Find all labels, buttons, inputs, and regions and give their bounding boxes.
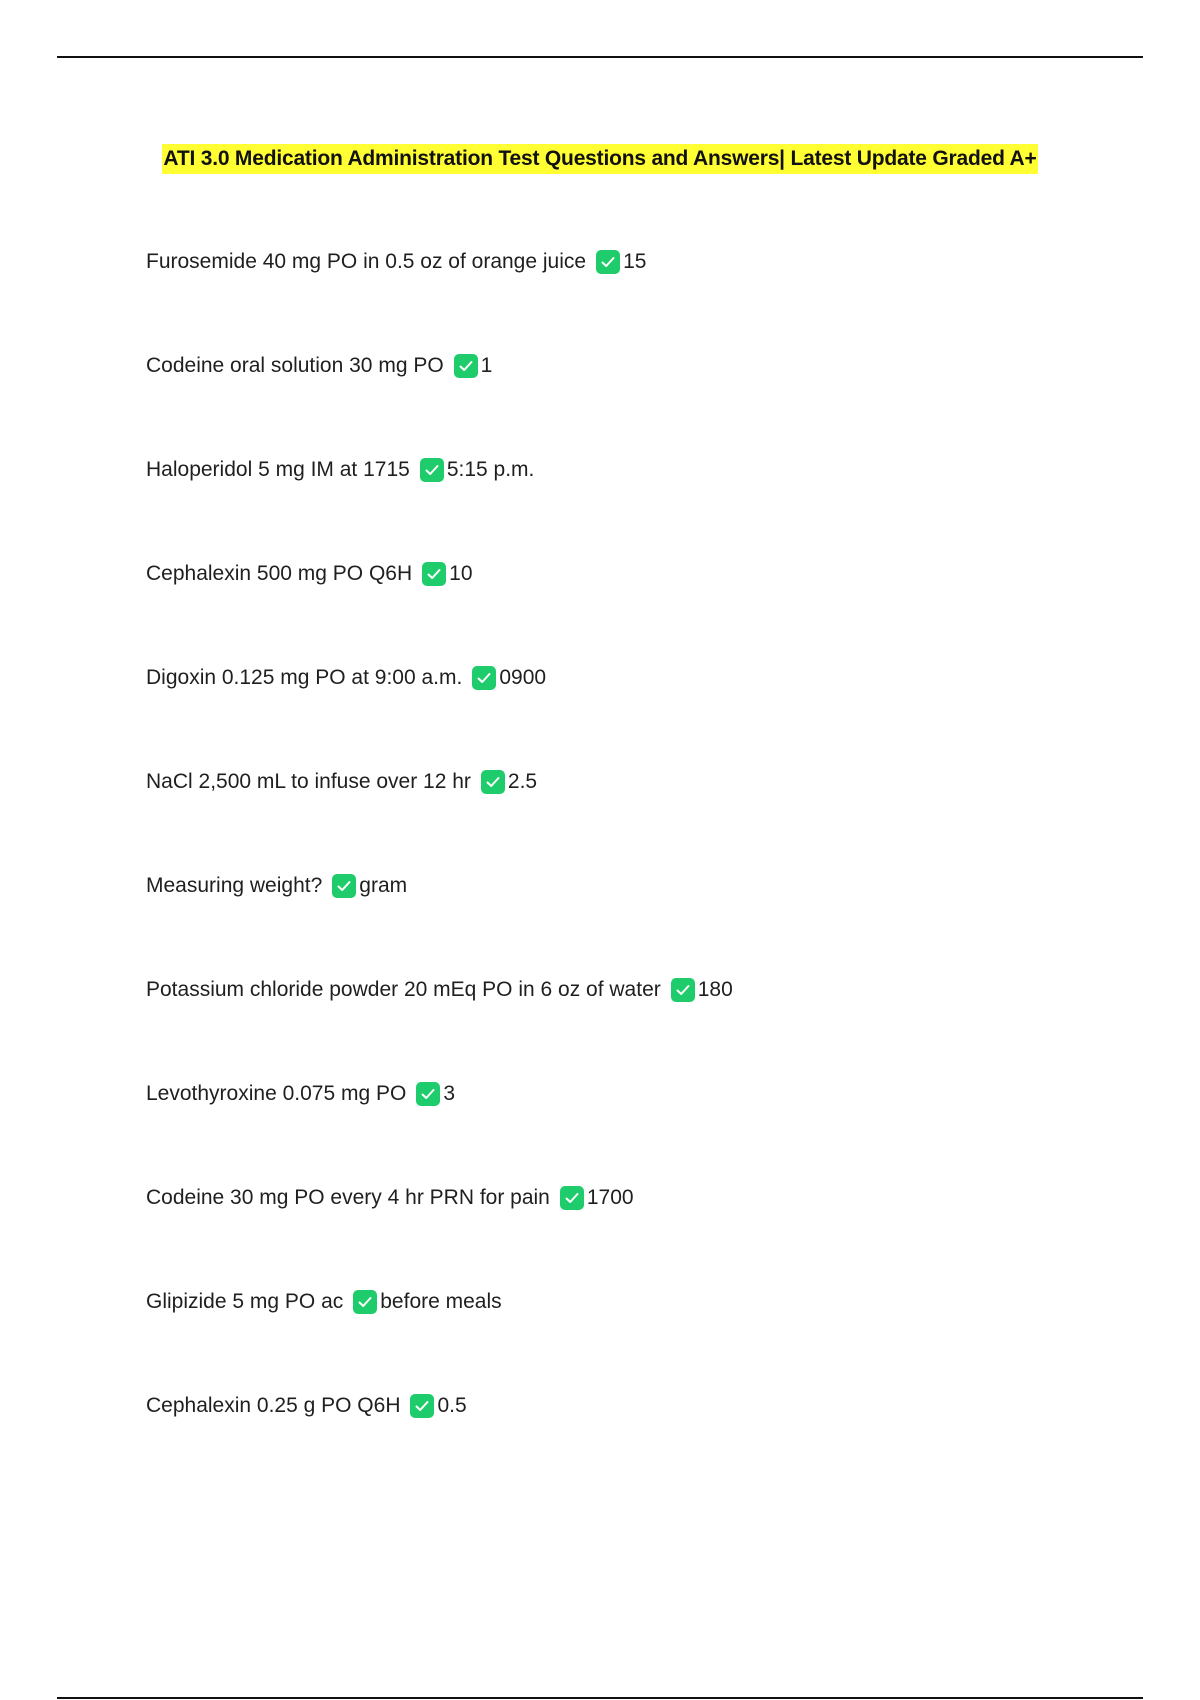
check-mark-icon [420, 458, 444, 482]
answer-text: before meals [380, 1290, 502, 1313]
qa-item [146, 1390, 1146, 1494]
question-text: Codeine 30 mg PO every 4 hr PRN for pain [146, 1186, 550, 1209]
question-text: Digoxin 0.125 mg PO at 9:00 a.m. [146, 666, 463, 689]
check-mark-icon [416, 1082, 440, 1106]
bottom-divider [57, 1697, 1143, 1699]
qa-item [146, 1286, 1146, 1390]
qa-item [146, 454, 1146, 558]
answer-text: 180 [697, 978, 733, 1001]
question-text: Cephalexin 500 mg PO Q6H [146, 562, 413, 585]
answer-text: 2.5 [507, 770, 538, 793]
answer-text: gram [359, 874, 408, 897]
answer-text: 1700 [586, 1186, 634, 1209]
check-mark-icon [410, 1394, 434, 1418]
question-text: Measuring weight? [146, 874, 323, 897]
question-text: Haloperidol 5 mg IM at 1715 [146, 458, 410, 481]
qa-item [146, 350, 1146, 454]
question-text: Potassium chloride powder 20 mEq PO in 6 oz of water [146, 978, 661, 1001]
document-title: ATI 3.0 Medication Administration Test Questions and Answers| Latest Update Graded A+ [162, 144, 1037, 174]
qa-item [146, 1078, 1146, 1182]
check-mark-icon [454, 354, 478, 378]
check-mark-icon [481, 770, 505, 794]
qa-item [146, 246, 1146, 350]
answer-text: 3 [443, 1082, 456, 1105]
qa-list [146, 246, 1146, 1494]
qa-item [146, 558, 1146, 662]
question-text: Cephalexin 0.25 g PO Q6H [146, 1394, 401, 1417]
qa-item [146, 974, 1146, 1078]
qa-item [146, 766, 1146, 870]
check-mark-icon [560, 1186, 584, 1210]
title-container [0, 144, 1200, 174]
top-divider [57, 56, 1143, 58]
answer-text: 0900 [499, 666, 547, 689]
qa-item [146, 870, 1146, 974]
qa-item [146, 1182, 1146, 1286]
question-text: Codeine oral solution 30 mg PO [146, 354, 444, 377]
check-mark-icon [472, 666, 496, 690]
check-mark-icon [332, 874, 356, 898]
check-mark-icon [671, 978, 695, 1002]
qa-item [146, 662, 1146, 766]
check-mark-icon [353, 1290, 377, 1314]
answer-text: 10 [449, 562, 473, 585]
check-mark-icon [596, 250, 620, 274]
question-text: NaCl 2,500 mL to infuse over 12 hr [146, 770, 471, 793]
check-mark-icon [422, 562, 446, 586]
question-text: Furosemide 40 mg PO in 0.5 oz of orange juice [146, 250, 587, 273]
question-text: Levothyroxine 0.075 mg PO [146, 1082, 407, 1105]
answer-text: 5:15 p.m. [446, 458, 535, 481]
answer-text: 1 [480, 354, 493, 377]
answer-text: 15 [623, 250, 647, 273]
answer-text: 0.5 [437, 1394, 467, 1417]
question-text: Glipizide 5 mg PO ac [146, 1290, 344, 1313]
